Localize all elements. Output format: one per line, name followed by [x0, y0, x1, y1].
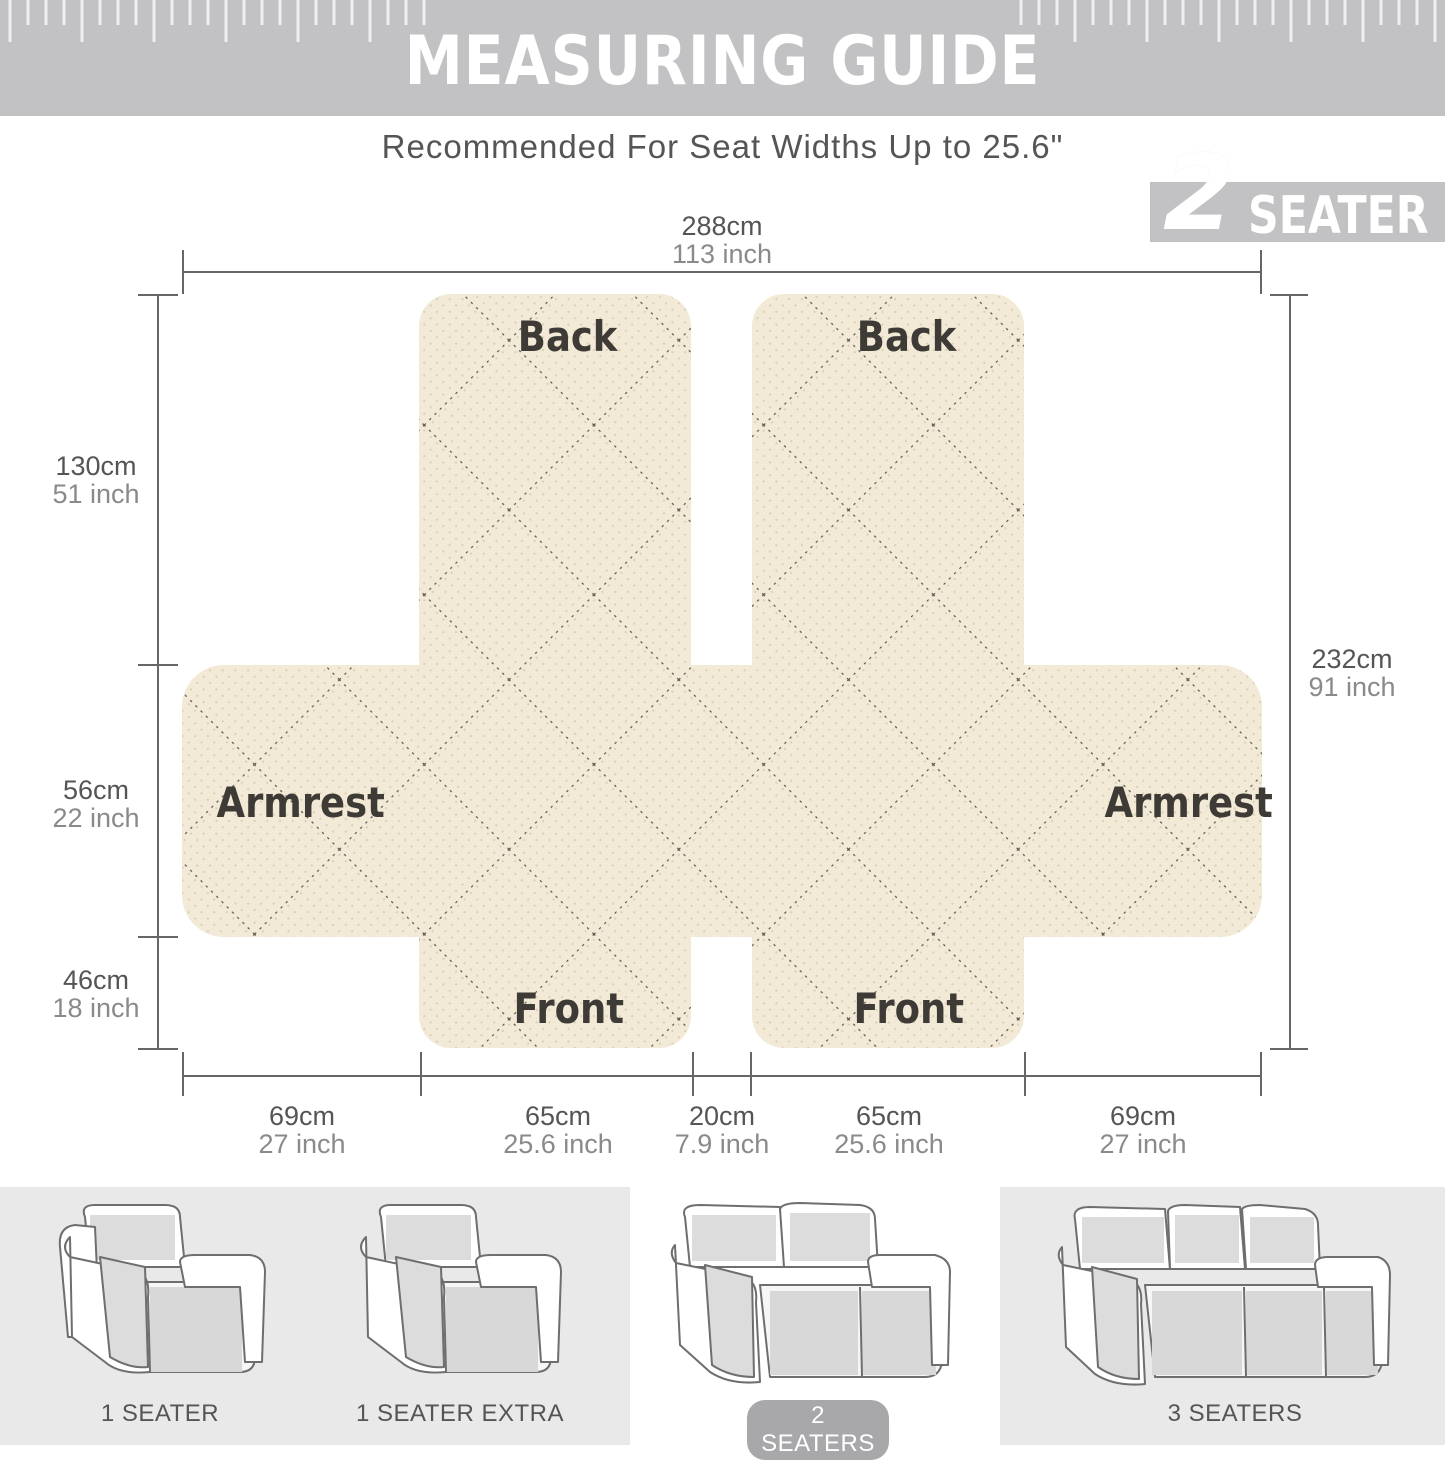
dim-bottom-seat-left: 65cm 25.6 inch — [503, 1101, 613, 1159]
dim-bottom-seat-right: 65cm 25.6 inch — [834, 1101, 944, 1159]
recliner-3-seater-icon[interactable] — [1059, 1205, 1390, 1385]
dim-bottom-arm-right: 69cm 27 inch — [1099, 1101, 1187, 1159]
dim-back: 130cm 51 inch — [52, 451, 140, 509]
option-label-2-seaters[interactable]: 2 SEATERS — [747, 1400, 889, 1460]
page-title: MEASURING GUIDE — [404, 22, 1041, 101]
sofa-cover-shape — [182, 294, 1262, 1048]
page-subtitle: Recommended For Seat Widths Up to 25.6" — [381, 128, 1064, 165]
option-label-1-seater[interactable]: 1 SEATER — [100, 1400, 220, 1427]
recliner-1-seater-extra-icon[interactable] — [361, 1205, 561, 1373]
recliner-2-seater-icon[interactable] — [672, 1203, 950, 1383]
option-label-3-seaters[interactable]: 3 SEATERS — [1167, 1400, 1303, 1427]
dim-bottom-arm-left: 69cm 27 inch — [258, 1101, 346, 1159]
seater-badge-word: SEATER — [1248, 186, 1429, 246]
seater-badge-number: 2 — [1163, 132, 1236, 254]
option-label-1-seater-extra[interactable]: 1 SEATER EXTRA — [356, 1400, 564, 1427]
label-back-right: Back — [856, 312, 957, 361]
label-armrest-right: Armrest — [1104, 778, 1273, 827]
dim-bottom-gap: 20cm 7.9 inch — [674, 1101, 770, 1159]
label-back-left: Back — [517, 312, 618, 361]
dim-total-width: 288cm 113 inch — [671, 211, 773, 269]
recliner-1-seater-icon[interactable] — [60, 1205, 265, 1373]
dim-total-height: 232cm 91 inch — [1308, 644, 1396, 702]
label-armrest-left: Armrest — [216, 778, 385, 827]
dim-armrest: 56cm 22 inch — [52, 775, 140, 833]
label-front-left: Front — [513, 984, 625, 1033]
label-front-right: Front — [853, 984, 965, 1033]
dim-front: 46cm 18 inch — [52, 965, 140, 1023]
